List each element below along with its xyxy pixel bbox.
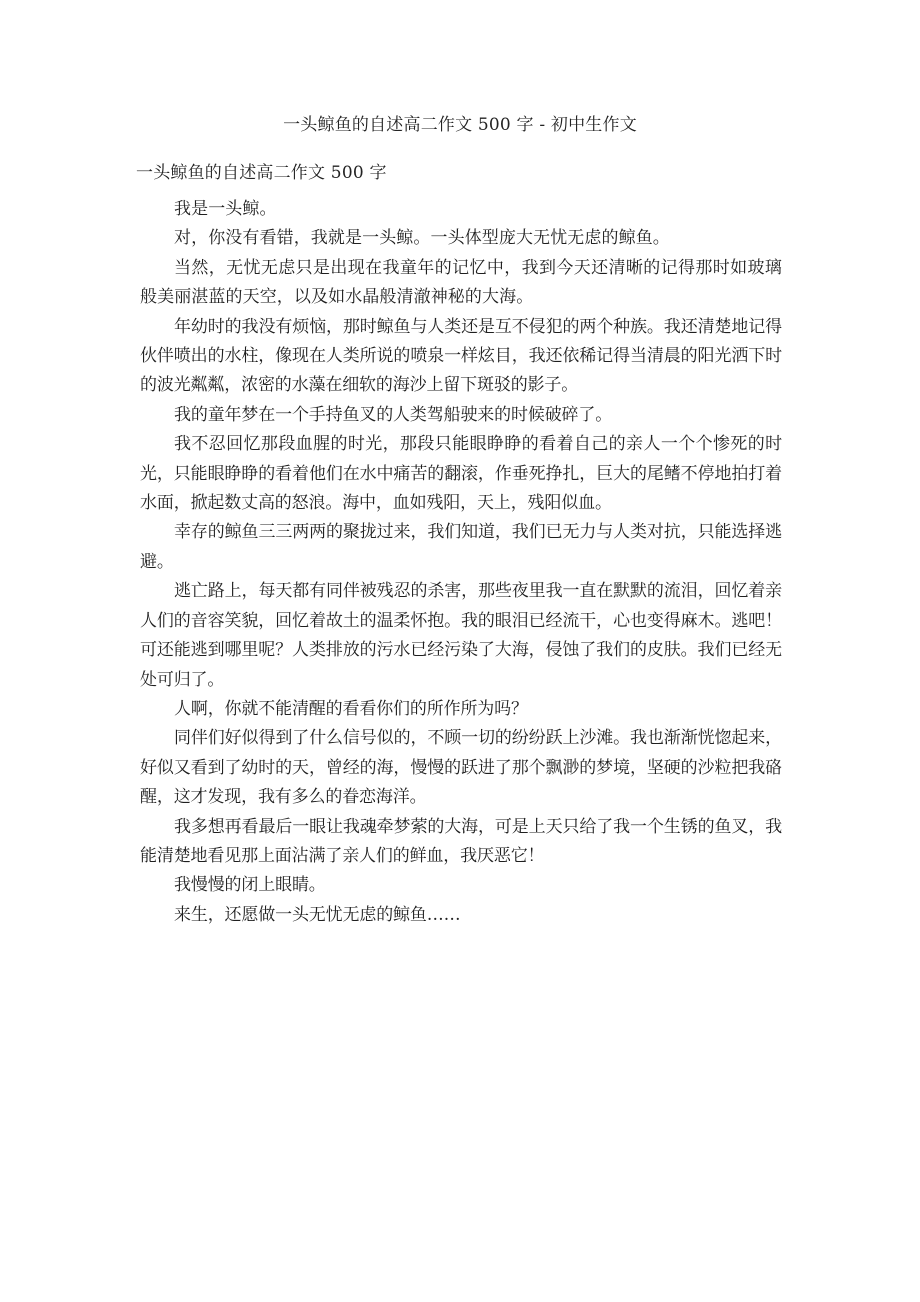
paragraph: 年幼时的我没有烦恼，那时鲸鱼与人类还是互不侵犯的两个种族。我还清楚地记得伙伴喷出的水柱，像现在人类所说的喷泉一样炫目，我还依稀记得当清晨的阳光洒下时的波光粼粼，浓密的水藻在细软的海沙上留下斑驳的影子。 (140, 316, 782, 396)
paragraph: 来生，还愿做一头无忧无虑的鲸鱼…… (174, 904, 461, 925)
document-body (140, 195, 782, 930)
paragraph: 幸存的鲸鱼三三两两的聚拢过来，我们知道，我们已无力与人类对抗，只能选择逃避。 (140, 522, 782, 572)
paragraph: 我多想再看最后一眼让我魂牵梦萦的大海，可是上天只给了我一个生锈的鱼叉，我能清楚地看见那上面沾满了亲人们的鲜血，我厌恶它！ (140, 816, 782, 866)
paragraph: 我是一头鲸。 (174, 199, 277, 219)
paragraph: 我不忍回忆那段血腥的时光，那段只能眼睁睁的看着自己的亲人一个个惨死的时光，只能眼睁睁的看着他们在水中痛苦的翻滚，作垂死挣扎，巨大的尾鳍不停地拍打着水面，掀起数丈高的怒浪。海中，血如残阳，天上，残阳似血。 (140, 434, 782, 514)
paragraph: 我慢慢的闭上眼睛。 (174, 875, 326, 896)
document-subtitle: 一头鲸鱼的自述高二作文 500 字 (136, 163, 387, 183)
document-header-title: 一头鲸鱼的自述高二作文 500 字 - 初中生作文 (283, 115, 637, 135)
paragraph: 同伴们好似得到了什么信号似的，不顾一切的纷纷跃上沙滩。我也渐渐恍惚起来，好似又看到了幼时的天，曾经的海，慢慢的跃进了那个飘渺的梦境，坚硬的沙粒把我硌醒，这才发现，我有多么的眷恋海洋。 (140, 728, 782, 808)
paragraph: 当然，无忧无虑只是出现在我童年的记忆中，我到今天还清晰的记得那时如玻璃般美丽湛蓝的天空，以及如水晶般清澈神秘的大海。 (140, 257, 782, 308)
paragraph: 我的童年梦在一个手持鱼叉的人类驾船驶来的时候破碎了。 (174, 404, 613, 425)
paragraph: 逃亡路上，每天都有同伴被残忍的杀害，那些夜里我一直在默默的流泪，回忆着亲人们的音容笑貌，回忆着故土的温柔怀抱。我的眼泪已经流干，心也变得麻木。逃吧！可还能逃到哪里呢？人类排放的污水已经污染了大海，侵蚀了我们的皮肤。我们已经无处可归了。 (140, 581, 782, 690)
paragraph: 人啊，你就不能清醒的看看你们的所作所为吗？ (174, 698, 528, 719)
paragraph: 对，你没有看错，我就是一头鲸。一头体型庞大无忧无虑的鲸鱼。 (174, 228, 670, 249)
